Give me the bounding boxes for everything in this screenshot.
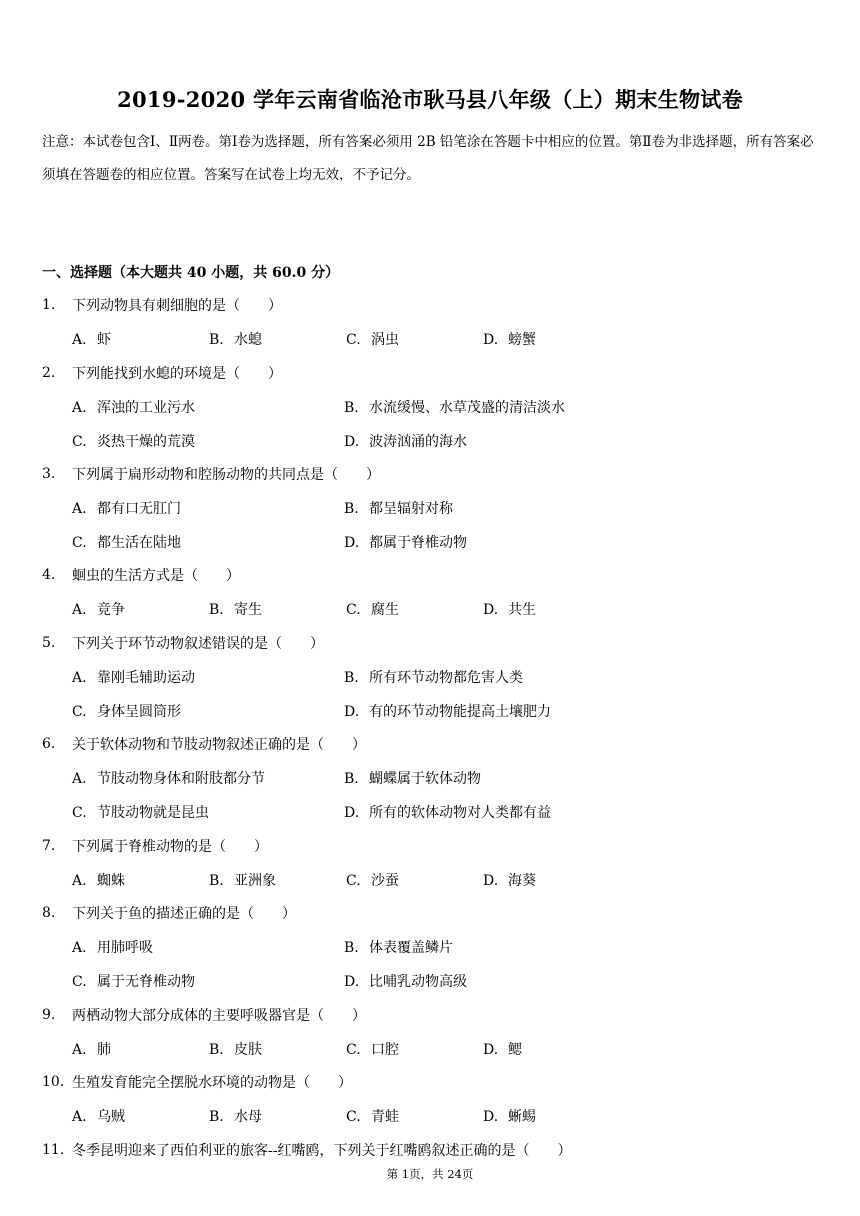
- question-stem: [42, 1133, 832, 1167]
- option-text: 寄生: [234, 602, 262, 619]
- option-letter: A.: [72, 399, 87, 416]
- question-item: [42, 288, 832, 356]
- option-text: 乌贼: [97, 1109, 125, 1126]
- option-text: 水流缓慢、水草茂盛的清洁淡水: [369, 399, 565, 416]
- answer-option: [344, 397, 616, 417]
- options-row: [42, 1099, 832, 1133]
- answer-option: [209, 870, 346, 890]
- question-stem: [42, 727, 832, 761]
- question-text: 下列关于鱼的描述正确的是（ ）: [72, 906, 296, 923]
- option-text: 用肺呼吸: [97, 940, 153, 957]
- option-text: 共生: [508, 602, 536, 619]
- question-item: [42, 1133, 832, 1167]
- option-letter: A.: [72, 1041, 87, 1058]
- answer-option: [72, 1106, 209, 1126]
- section-heading: 一、选择题（本大题共 40 小题，共 60.0 分）: [42, 265, 340, 281]
- option-text: 都呈辐射对称: [369, 501, 453, 517]
- answer-option: [483, 1039, 620, 1059]
- options-row: [42, 761, 832, 795]
- option-letter: A.: [72, 501, 87, 517]
- question-number: 10.: [42, 1074, 65, 1091]
- answer-option: [344, 532, 616, 552]
- option-letter: C.: [72, 535, 87, 551]
- option-letter: D.: [483, 872, 499, 889]
- option-letter: B.: [344, 501, 359, 517]
- answer-option: [72, 1039, 209, 1059]
- question-number: 1.: [42, 297, 56, 313]
- question-number: 11.: [42, 1142, 65, 1158]
- option-letter: B.: [344, 670, 359, 686]
- option-text: 浑浊的工业污水: [97, 399, 195, 416]
- answer-option: [346, 1106, 483, 1126]
- answer-option: [483, 329, 620, 349]
- options-row: [42, 795, 832, 829]
- question-text: 两栖动物大部分成体的主要呼吸器官是（ ）: [72, 1007, 366, 1024]
- option-letter: C.: [346, 1109, 361, 1126]
- option-text: 水螅: [234, 332, 262, 348]
- option-text: 节肢动物就是昆虫: [97, 805, 209, 822]
- answer-option: [72, 329, 209, 349]
- question-text: 下列能找到水螅的环境是（ ）: [72, 365, 282, 382]
- answer-option: [344, 431, 616, 451]
- option-letter: D.: [483, 1109, 499, 1126]
- option-letter: D.: [344, 974, 360, 991]
- option-text: 亚洲象: [234, 872, 276, 889]
- option-letter: A.: [72, 771, 87, 788]
- option-text: 都有口无肛门: [97, 501, 181, 517]
- option-text: 比哺乳动物高级: [369, 974, 467, 991]
- option-text: 皮肤: [234, 1041, 262, 1058]
- question-item: [42, 558, 832, 626]
- option-letter: A.: [72, 602, 87, 619]
- question-item: [42, 727, 832, 829]
- question-text: 下列动物具有刺细胞的是（ ）: [72, 298, 282, 314]
- option-letter: C.: [346, 602, 361, 619]
- answer-option: [344, 802, 616, 822]
- answer-option: [72, 498, 344, 518]
- option-text: 都属于脊椎动物: [369, 535, 467, 551]
- answer-option: [72, 701, 344, 721]
- option-letter: A.: [72, 1109, 87, 1126]
- option-letter: B.: [344, 771, 359, 788]
- question-number: 5.: [42, 635, 56, 651]
- option-text: 海葵: [508, 872, 536, 889]
- option-letter: D.: [344, 535, 360, 551]
- options-row: [42, 525, 832, 559]
- question-stem: [42, 998, 832, 1032]
- option-text: 沙蚕: [371, 872, 399, 889]
- question-number: 7.: [42, 837, 56, 854]
- answer-option: [209, 599, 346, 619]
- option-text: 蜘蛛: [97, 872, 125, 889]
- option-text: 蝴蝶属于软体动物: [369, 771, 481, 788]
- options-row: [42, 694, 832, 728]
- options-row: [42, 424, 832, 458]
- question-text: 下列关于环节动物叙述错误的是（ ）: [72, 636, 324, 652]
- options-row: [42, 390, 832, 424]
- question-text: 下列属于脊椎动物的是（ ）: [72, 838, 268, 855]
- option-text: 蜥蜴: [508, 1109, 536, 1126]
- question-item: [42, 457, 832, 559]
- option-letter: B.: [209, 602, 224, 619]
- question-item: [42, 998, 832, 1066]
- option-text: 青蛙: [371, 1109, 399, 1126]
- option-text: 都生活在陆地: [97, 535, 181, 551]
- option-letter: D.: [344, 433, 360, 450]
- answer-option: [346, 329, 483, 349]
- question-number: 9.: [42, 1006, 56, 1023]
- exam-notice: 注意：本试卷包含Ⅰ、Ⅱ两卷。第Ⅰ卷为选择题，所有答案必须用 2B 铅笔涂在答题卡中相应的位置。第Ⅱ卷为非选择题，所有答案必须填在答题卷的相应位置。答案写在试卷上均无效，不予记分。: [42, 134, 814, 183]
- answer-option: [209, 329, 346, 349]
- answer-option: [72, 599, 209, 619]
- option-letter: B.: [344, 940, 359, 957]
- option-letter: D.: [483, 332, 499, 348]
- question-item: [42, 626, 832, 728]
- option-letter: C.: [72, 433, 87, 450]
- option-letter: C.: [72, 805, 87, 822]
- answer-option: [72, 802, 344, 822]
- answer-option: [346, 1039, 483, 1059]
- option-letter: B.: [209, 872, 224, 889]
- options-row: [42, 491, 832, 525]
- option-text: 涡虫: [371, 332, 399, 348]
- question-item: [42, 829, 832, 897]
- question-stem: [42, 288, 832, 322]
- option-text: 有的环节动物能提高土壤肥力: [369, 704, 551, 720]
- question-text: 下列属于扁形动物和腔肠动物的共同点是（ ）: [72, 467, 380, 483]
- option-letter: A.: [72, 940, 87, 957]
- question-stem: [42, 829, 832, 863]
- options-row: [42, 1032, 832, 1066]
- answer-option: [344, 667, 616, 687]
- option-text: 竞争: [97, 602, 125, 619]
- option-letter: A.: [72, 332, 87, 348]
- option-letter: C.: [346, 1041, 361, 1058]
- option-letter: C.: [72, 974, 87, 991]
- option-letter: D.: [483, 1041, 499, 1058]
- options-row: [42, 863, 832, 897]
- question-number: 6.: [42, 736, 56, 753]
- answer-option: [72, 937, 344, 957]
- option-text: 节肢动物身体和附肢都分节: [97, 771, 265, 788]
- question-number: 4.: [42, 567, 56, 584]
- option-text: 所有环节动物都危害人类: [369, 670, 523, 686]
- answer-option: [344, 498, 616, 518]
- option-text: 口腔: [371, 1041, 399, 1058]
- option-letter: B.: [209, 1041, 224, 1058]
- question-number: 8.: [42, 905, 56, 922]
- option-letter: D.: [344, 704, 360, 720]
- question-item: [42, 356, 832, 458]
- answer-option: [72, 532, 344, 552]
- question-stem: [42, 558, 832, 592]
- option-text: 虾: [97, 332, 111, 348]
- option-text: 水母: [234, 1109, 262, 1126]
- exam-title: 2019-2020 学年云南省临沧市耿马县八年级（上）期末生物试卷: [117, 87, 743, 112]
- answer-option: [72, 768, 344, 788]
- answer-option: [344, 701, 616, 721]
- option-text: 腐生: [371, 602, 399, 619]
- option-letter: C.: [72, 704, 87, 720]
- option-letter: B.: [344, 399, 359, 416]
- question-number: 2.: [42, 364, 56, 381]
- option-text: 靠刚毛辅助运动: [97, 670, 195, 686]
- answer-option: [72, 870, 209, 890]
- option-letter: C.: [346, 872, 361, 889]
- option-text: 螃蟹: [508, 332, 536, 348]
- option-text: 身体呈圆筒形: [97, 704, 181, 720]
- question-stem: [42, 356, 832, 390]
- options-row: [42, 964, 832, 998]
- option-letter: A.: [72, 872, 87, 889]
- option-text: 属于无脊椎动物: [97, 974, 195, 991]
- question-text: 关于软体动物和节肢动物叙述正确的是（ ）: [72, 737, 366, 754]
- question-stem: [42, 457, 832, 491]
- option-letter: A.: [72, 670, 87, 686]
- option-letter: D.: [483, 602, 499, 619]
- question-stem: [42, 896, 832, 930]
- question-text: 蛔虫的生活方式是（ ）: [72, 568, 240, 585]
- option-text: 肺: [97, 1041, 111, 1058]
- question-item: [42, 1065, 832, 1133]
- options-row: [42, 930, 832, 964]
- answer-option: [209, 1039, 346, 1059]
- option-letter: C.: [346, 332, 361, 348]
- answer-option: [346, 599, 483, 619]
- answer-option: [72, 667, 344, 687]
- answer-option: [72, 431, 344, 451]
- options-row: [42, 322, 832, 356]
- answer-option: [483, 870, 620, 890]
- question-number: 3.: [42, 466, 56, 482]
- answer-option: [344, 937, 616, 957]
- options-row: [42, 592, 832, 626]
- answer-option: [483, 1106, 620, 1126]
- answer-option: [346, 870, 483, 890]
- question-text: 冬季昆明迎来了西伯利亚的旅客--红嘴鸥，下列关于红嘴鸥叙述正确的是（ ）: [72, 1143, 572, 1159]
- answer-option: [72, 397, 344, 417]
- option-text: 体表覆盖鳞片: [369, 940, 453, 957]
- question-stem: [42, 1065, 832, 1099]
- question-stem: [42, 626, 832, 660]
- option-letter: B.: [209, 332, 224, 348]
- answer-option: [344, 971, 616, 991]
- question-item: [42, 896, 832, 998]
- option-text: 鳃: [508, 1041, 522, 1058]
- answer-option: [209, 1106, 346, 1126]
- answer-option: [72, 971, 344, 991]
- options-row: [42, 660, 832, 694]
- option-letter: B.: [209, 1109, 224, 1126]
- answer-option: [483, 599, 620, 619]
- page-footer: 第 1页，共 24页: [386, 1167, 474, 1181]
- option-text: 所有的软体动物对人类都有益: [369, 805, 551, 822]
- option-text: 波涛汹涌的海水: [369, 433, 467, 450]
- option-text: 炎热干燥的荒漠: [97, 433, 195, 450]
- option-letter: D.: [344, 805, 360, 822]
- answer-option: [344, 768, 616, 788]
- question-text: 生殖发育能完全摆脱水环境的动物是（ ）: [72, 1075, 352, 1092]
